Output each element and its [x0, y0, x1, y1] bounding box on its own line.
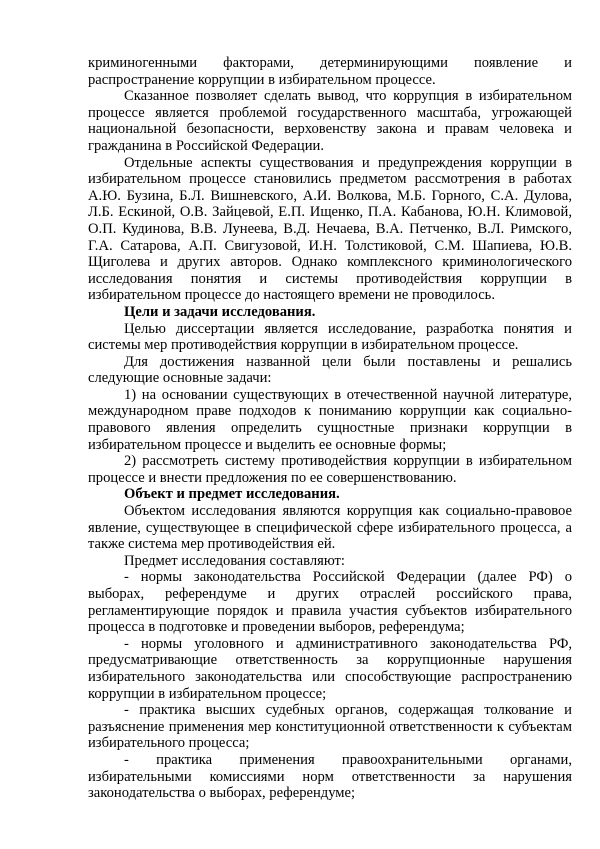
paragraph-5: Для достижения названной цели были поставлены и решались следующие основные задачи:	[88, 353, 572, 387]
paragraph-8: Объектом исследования являются коррупция как социально-правовое явление, существующее в специфической сфере избирательного процесса, а также система мер противодействия ей.	[88, 503, 572, 553]
paragraph-10: - нормы законодательства Российской Федерации (далее РФ) о выборах, референдуме и других отраслей российского права, регламентирующие порядок и правила участия субъектов избирательного процесса в подготовке и проведении выборов, референдума;	[88, 569, 572, 636]
paragraph-4: Целью диссертации является исследование, разработка понятия и системы мер противодействия коррупции в избирательном процессе.	[88, 320, 572, 354]
paragraph-12: - практика высших судебных органов, содержащая толкование и разъяснение применения мер конституционной ответственности к субъектам избирательного процесса;	[88, 702, 572, 752]
paragraph-9: Предмет исследования составляют:	[124, 552, 345, 569]
paragraph-11: - нормы уголовного и административного законодательства РФ, предусматривающие ответственность за коррупционные нарушения избирательного законодательства или способствующие распространению коррупции в избирательном процессе;	[88, 635, 572, 702]
paragraph-13: - практика применения правоохранительными органами, избирательными комиссиями норм ответственности за нарушения законодательства о выборах, референдуме;	[88, 751, 572, 802]
paragraph-1: криминогенными факторами, детерминирующими появление и распространение коррупции в избирательном процессе.	[88, 55, 572, 88]
paragraph-2: Сказанное позволяет сделать вывод, что коррупция в избирательном процессе является проблемой государственного масштаба, угрожающей национальной безопасности, верховенству закона и правам человека и гражданина в Российской Федерации.	[88, 88, 572, 154]
heading-object: Объект и предмет исследования.	[124, 486, 340, 503]
paragraph-7: 2) рассмотреть систему противодействия коррупции в избирательном процессе и внести предложения по ее совершенствованию.	[88, 453, 572, 486]
document-page	[88, 55, 572, 802]
paragraph-6: 1) на основании существующих в отечественной научной литературе, международном праве подходов к пониманию коррупции как социально-правового явления определить сущностные признаки коррупции в избирательном процессе и выделить ее основные формы;	[88, 386, 572, 453]
heading-goals: Цели и задачи исследования.	[124, 303, 316, 320]
paragraph-3: Отдельные аспекты существования и предупреждения коррупции в избирательном процессе становились предметом рассмотрения в работах А.Ю. Бузина, Б.Л. Вишневского, А.И. Волкова, М.Б. Горного, С.А. Дулова, Л.Б. Ескиной, О.В. Зайцевой, Е.П. Ищенко, П.А. Кабанова, Ю.Н. Климовой, О.П. Кудинова, В.В. Лунеева, В.Д. Нечаева, В.А. Петченко, В.Л. Римского, Г.А. Сатарова, А.П. Свигузовой, И.Н. Толстиковой, С.М. Шапиева, Ю.В. Щиголева и других авторов. Однако комплексного криминологического исследования понятия и системы противодействия коррупции в избирательном процессе до настоящего времени не проводилось.	[88, 154, 572, 304]
